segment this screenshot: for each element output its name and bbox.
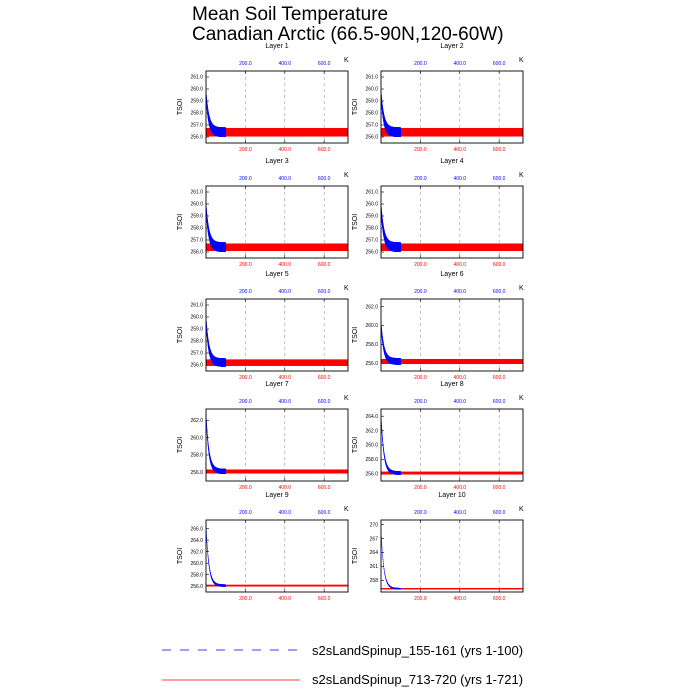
panel-title: Layer 10 <box>438 492 466 499</box>
bottom-x-tick-label: 200.0 <box>414 485 427 491</box>
bottom-x-tick-label: 600.0 <box>492 375 506 381</box>
y-tick-label: 264.0 <box>190 537 203 544</box>
top-x-tick-label: 600.0 <box>317 289 331 295</box>
y-tick-label: 258.0 <box>190 225 203 232</box>
y-tick-label: 260.0 <box>190 560 203 567</box>
y-tick-label: 260.0 <box>365 323 378 330</box>
top-x-tick-label: 600.0 <box>317 510 331 516</box>
series-2-line <box>206 585 348 586</box>
series-2-line <box>206 470 348 474</box>
y-tick-label: 262.0 <box>365 428 378 435</box>
y-tick-label: 260.0 <box>190 201 203 208</box>
panel-grid <box>177 43 524 602</box>
top-x-tick-label: 400.0 <box>453 176 467 182</box>
units-label: K <box>519 506 524 513</box>
y-tick-label: 261.0 <box>190 189 203 196</box>
y-tick-label: 256.0 <box>190 583 203 590</box>
top-x-tick-label: 200.0 <box>414 510 427 516</box>
y-axis-label: TSOI <box>177 547 184 565</box>
top-x-tick-label: 200.0 <box>239 510 252 516</box>
y-tick-label: 259.0 <box>365 213 378 220</box>
top-x-tick-label: 400.0 <box>278 61 292 67</box>
y-tick-label: 262.0 <box>365 304 378 311</box>
legend-label-series-2: s2sLandSpinup_713-720 (yrs 1-721) <box>312 672 524 687</box>
panel-title: Layer 8 <box>440 381 464 388</box>
bottom-x-tick-label: 400.0 <box>453 262 467 268</box>
y-tick-label: 258.0 <box>190 338 203 345</box>
top-x-tick-label: 600.0 <box>492 61 506 67</box>
y-axis-label: TSOI <box>352 213 359 231</box>
top-x-tick-label: 600.0 <box>317 176 331 182</box>
series-1-line <box>381 414 401 475</box>
bottom-x-tick-label: 400.0 <box>453 596 467 602</box>
y-tick-label: 257.0 <box>190 350 203 357</box>
legend <box>162 643 523 687</box>
y-axis-label: TSOI <box>352 326 359 344</box>
y-tick-label: 258.0 <box>365 342 378 349</box>
bottom-x-tick-label: 200.0 <box>239 262 252 268</box>
bottom-x-tick-label: 200.0 <box>414 375 427 381</box>
panel-5 <box>177 271 349 381</box>
y-tick-label: 258.0 <box>190 572 203 579</box>
top-x-tick-label: 200.0 <box>414 289 427 295</box>
bottom-x-tick-label: 200.0 <box>414 147 427 153</box>
plot-frame <box>381 409 523 481</box>
y-tick-label: 261.0 <box>190 302 203 309</box>
top-x-tick-label: 400.0 <box>453 289 467 295</box>
plot-frame <box>206 520 348 592</box>
units-label: K <box>519 57 524 64</box>
panel-title: Layer 2 <box>440 43 464 50</box>
y-tick-label: 259.0 <box>190 98 203 105</box>
y-tick-label: 259.0 <box>190 326 203 333</box>
bottom-x-tick-label: 400.0 <box>278 596 292 602</box>
y-axis-label: TSOI <box>177 213 184 231</box>
units-label: K <box>344 395 349 402</box>
y-tick-label: 256.0 <box>190 134 203 141</box>
figure-title <box>192 4 504 45</box>
panel-10 <box>352 492 524 602</box>
y-tick-label: 256.0 <box>365 361 378 368</box>
units-label: K <box>519 172 524 179</box>
panel-title: Layer 5 <box>265 271 289 278</box>
y-tick-label: 256.0 <box>365 471 378 478</box>
panel-title: Layer 1 <box>265 43 289 50</box>
y-axis-label: TSOI <box>352 436 359 454</box>
top-x-tick-label: 600.0 <box>492 510 506 516</box>
title-line-1: Mean Soil Temperature <box>192 4 389 25</box>
y-tick-label: 261.0 <box>365 189 378 196</box>
bottom-x-tick-label: 600.0 <box>317 147 331 153</box>
bottom-x-tick-label: 400.0 <box>278 262 292 268</box>
y-axis-label: TSOI <box>177 98 184 116</box>
bottom-x-tick-label: 400.0 <box>278 147 292 153</box>
y-tick-label: 256.0 <box>190 470 203 477</box>
top-x-tick-label: 600.0 <box>317 399 331 405</box>
bottom-x-tick-label: 200.0 <box>414 596 427 602</box>
top-x-tick-label: 400.0 <box>278 289 292 295</box>
y-tick-label: 264.0 <box>365 413 378 420</box>
plot-frame <box>381 520 523 592</box>
y-tick-label: 267 <box>369 536 378 543</box>
top-x-tick-label: 600.0 <box>492 176 506 182</box>
y-tick-label: 270 <box>369 522 378 529</box>
bottom-x-tick-label: 600.0 <box>492 262 506 268</box>
y-tick-label: 256.0 <box>190 362 203 369</box>
bottom-x-tick-label: 600.0 <box>317 375 331 381</box>
series-2-line <box>206 359 348 365</box>
series-2-line <box>381 472 523 475</box>
top-x-tick-label: 600.0 <box>317 61 331 67</box>
top-x-tick-label: 600.0 <box>492 289 506 295</box>
y-tick-label: 261.0 <box>190 74 203 81</box>
series-2-line <box>381 359 523 364</box>
panel-1 <box>177 43 349 153</box>
bottom-x-tick-label: 400.0 <box>453 375 467 381</box>
bottom-x-tick-label: 200.0 <box>239 375 252 381</box>
y-tick-label: 258.0 <box>365 457 378 464</box>
y-tick-label: 257.0 <box>365 122 378 129</box>
top-x-tick-label: 200.0 <box>414 399 427 405</box>
y-axis-label: TSOI <box>177 326 184 344</box>
bottom-x-tick-label: 400.0 <box>453 485 467 491</box>
units-label: K <box>519 395 524 402</box>
top-x-tick-label: 200.0 <box>239 289 252 295</box>
top-x-tick-label: 400.0 <box>453 399 467 405</box>
y-tick-label: 264 <box>369 550 378 557</box>
bottom-x-tick-label: 200.0 <box>239 485 252 491</box>
y-tick-label: 260.0 <box>365 442 378 449</box>
y-tick-label: 256.0 <box>365 249 378 256</box>
bottom-x-tick-label: 200.0 <box>414 262 427 268</box>
series-2-line <box>206 244 348 251</box>
y-tick-label: 258.0 <box>365 110 378 117</box>
bottom-x-tick-label: 600.0 <box>492 596 506 602</box>
top-x-tick-label: 200.0 <box>239 399 252 405</box>
panel-8 <box>352 381 524 491</box>
y-tick-label: 258.0 <box>190 452 203 459</box>
units-label: K <box>344 57 349 64</box>
y-axis-label: TSOI <box>177 436 184 454</box>
y-axis-label: TSOI <box>352 547 359 565</box>
panel-7 <box>177 381 349 491</box>
y-tick-label: 256.0 <box>365 134 378 141</box>
y-tick-label: 257.0 <box>365 237 378 244</box>
y-tick-label: 256.0 <box>190 249 203 256</box>
panel-3 <box>177 158 349 268</box>
series-1-line <box>381 321 401 365</box>
panel-4 <box>352 158 524 268</box>
y-tick-label: 257.0 <box>190 237 203 244</box>
top-x-tick-label: 600.0 <box>492 399 506 405</box>
bottom-x-tick-label: 400.0 <box>278 485 292 491</box>
bottom-x-tick-label: 600.0 <box>492 485 506 491</box>
bottom-x-tick-label: 600.0 <box>317 262 331 268</box>
top-x-tick-label: 400.0 <box>278 510 292 516</box>
units-label: K <box>519 285 524 292</box>
units-label: K <box>344 285 349 292</box>
panel-2 <box>352 43 524 153</box>
top-x-tick-label: 200.0 <box>239 176 252 182</box>
top-x-tick-label: 200.0 <box>414 61 427 67</box>
y-tick-label: 260.0 <box>190 314 203 321</box>
bottom-x-tick-label: 400.0 <box>278 375 292 381</box>
panel-title: Layer 6 <box>440 271 464 278</box>
panel-title: Layer 4 <box>440 158 464 165</box>
series-2-line <box>381 244 523 251</box>
bottom-x-tick-label: 200.0 <box>239 596 252 602</box>
units-label: K <box>344 172 349 179</box>
series-1-line <box>206 412 226 474</box>
panel-6 <box>352 271 524 381</box>
legend-label-series-1: s2sLandSpinup_155-161 (yrs 1-100) <box>312 643 524 658</box>
y-tick-label: 262.0 <box>190 417 203 424</box>
y-tick-label: 262.0 <box>190 549 203 556</box>
y-tick-label: 260.0 <box>190 86 203 93</box>
series-1-line <box>206 316 226 367</box>
bottom-x-tick-label: 400.0 <box>453 147 467 153</box>
y-tick-label: 259.0 <box>365 98 378 105</box>
y-tick-label: 257.0 <box>190 122 203 129</box>
panel-9 <box>177 492 349 602</box>
top-x-tick-label: 400.0 <box>453 61 467 67</box>
bottom-x-tick-label: 200.0 <box>239 147 252 153</box>
top-x-tick-label: 200.0 <box>414 176 427 182</box>
series-2-line <box>381 588 523 589</box>
y-tick-label: 258 <box>369 578 378 585</box>
top-x-tick-label: 400.0 <box>453 510 467 516</box>
series-2-line <box>206 128 348 136</box>
units-label: K <box>344 506 349 513</box>
y-tick-label: 260.0 <box>190 435 203 442</box>
y-tick-label: 260.0 <box>365 201 378 208</box>
series-1-line <box>206 524 226 587</box>
y-tick-label: 266.0 <box>190 526 203 533</box>
top-x-tick-label: 200.0 <box>239 61 252 67</box>
series-2-line <box>381 128 523 136</box>
top-x-tick-label: 400.0 <box>278 399 292 405</box>
title-line-2: Canadian Arctic (66.5-90N,120-60W) <box>192 24 504 45</box>
y-tick-label: 258.0 <box>190 110 203 117</box>
panel-title: Layer 3 <box>265 158 289 165</box>
panel-title: Layer 9 <box>265 492 289 499</box>
y-tick-label: 261.0 <box>365 74 378 81</box>
y-axis-label: TSOI <box>352 98 359 116</box>
y-tick-label: 258.0 <box>365 225 378 232</box>
y-tick-label: 261 <box>369 564 378 571</box>
bottom-x-tick-label: 600.0 <box>317 596 331 602</box>
y-tick-label: 260.0 <box>365 86 378 93</box>
panel-title: Layer 7 <box>265 381 289 388</box>
bottom-x-tick-label: 600.0 <box>317 485 331 491</box>
y-tick-label: 259.0 <box>190 213 203 220</box>
top-x-tick-label: 400.0 <box>278 176 292 182</box>
bottom-x-tick-label: 600.0 <box>492 147 506 153</box>
